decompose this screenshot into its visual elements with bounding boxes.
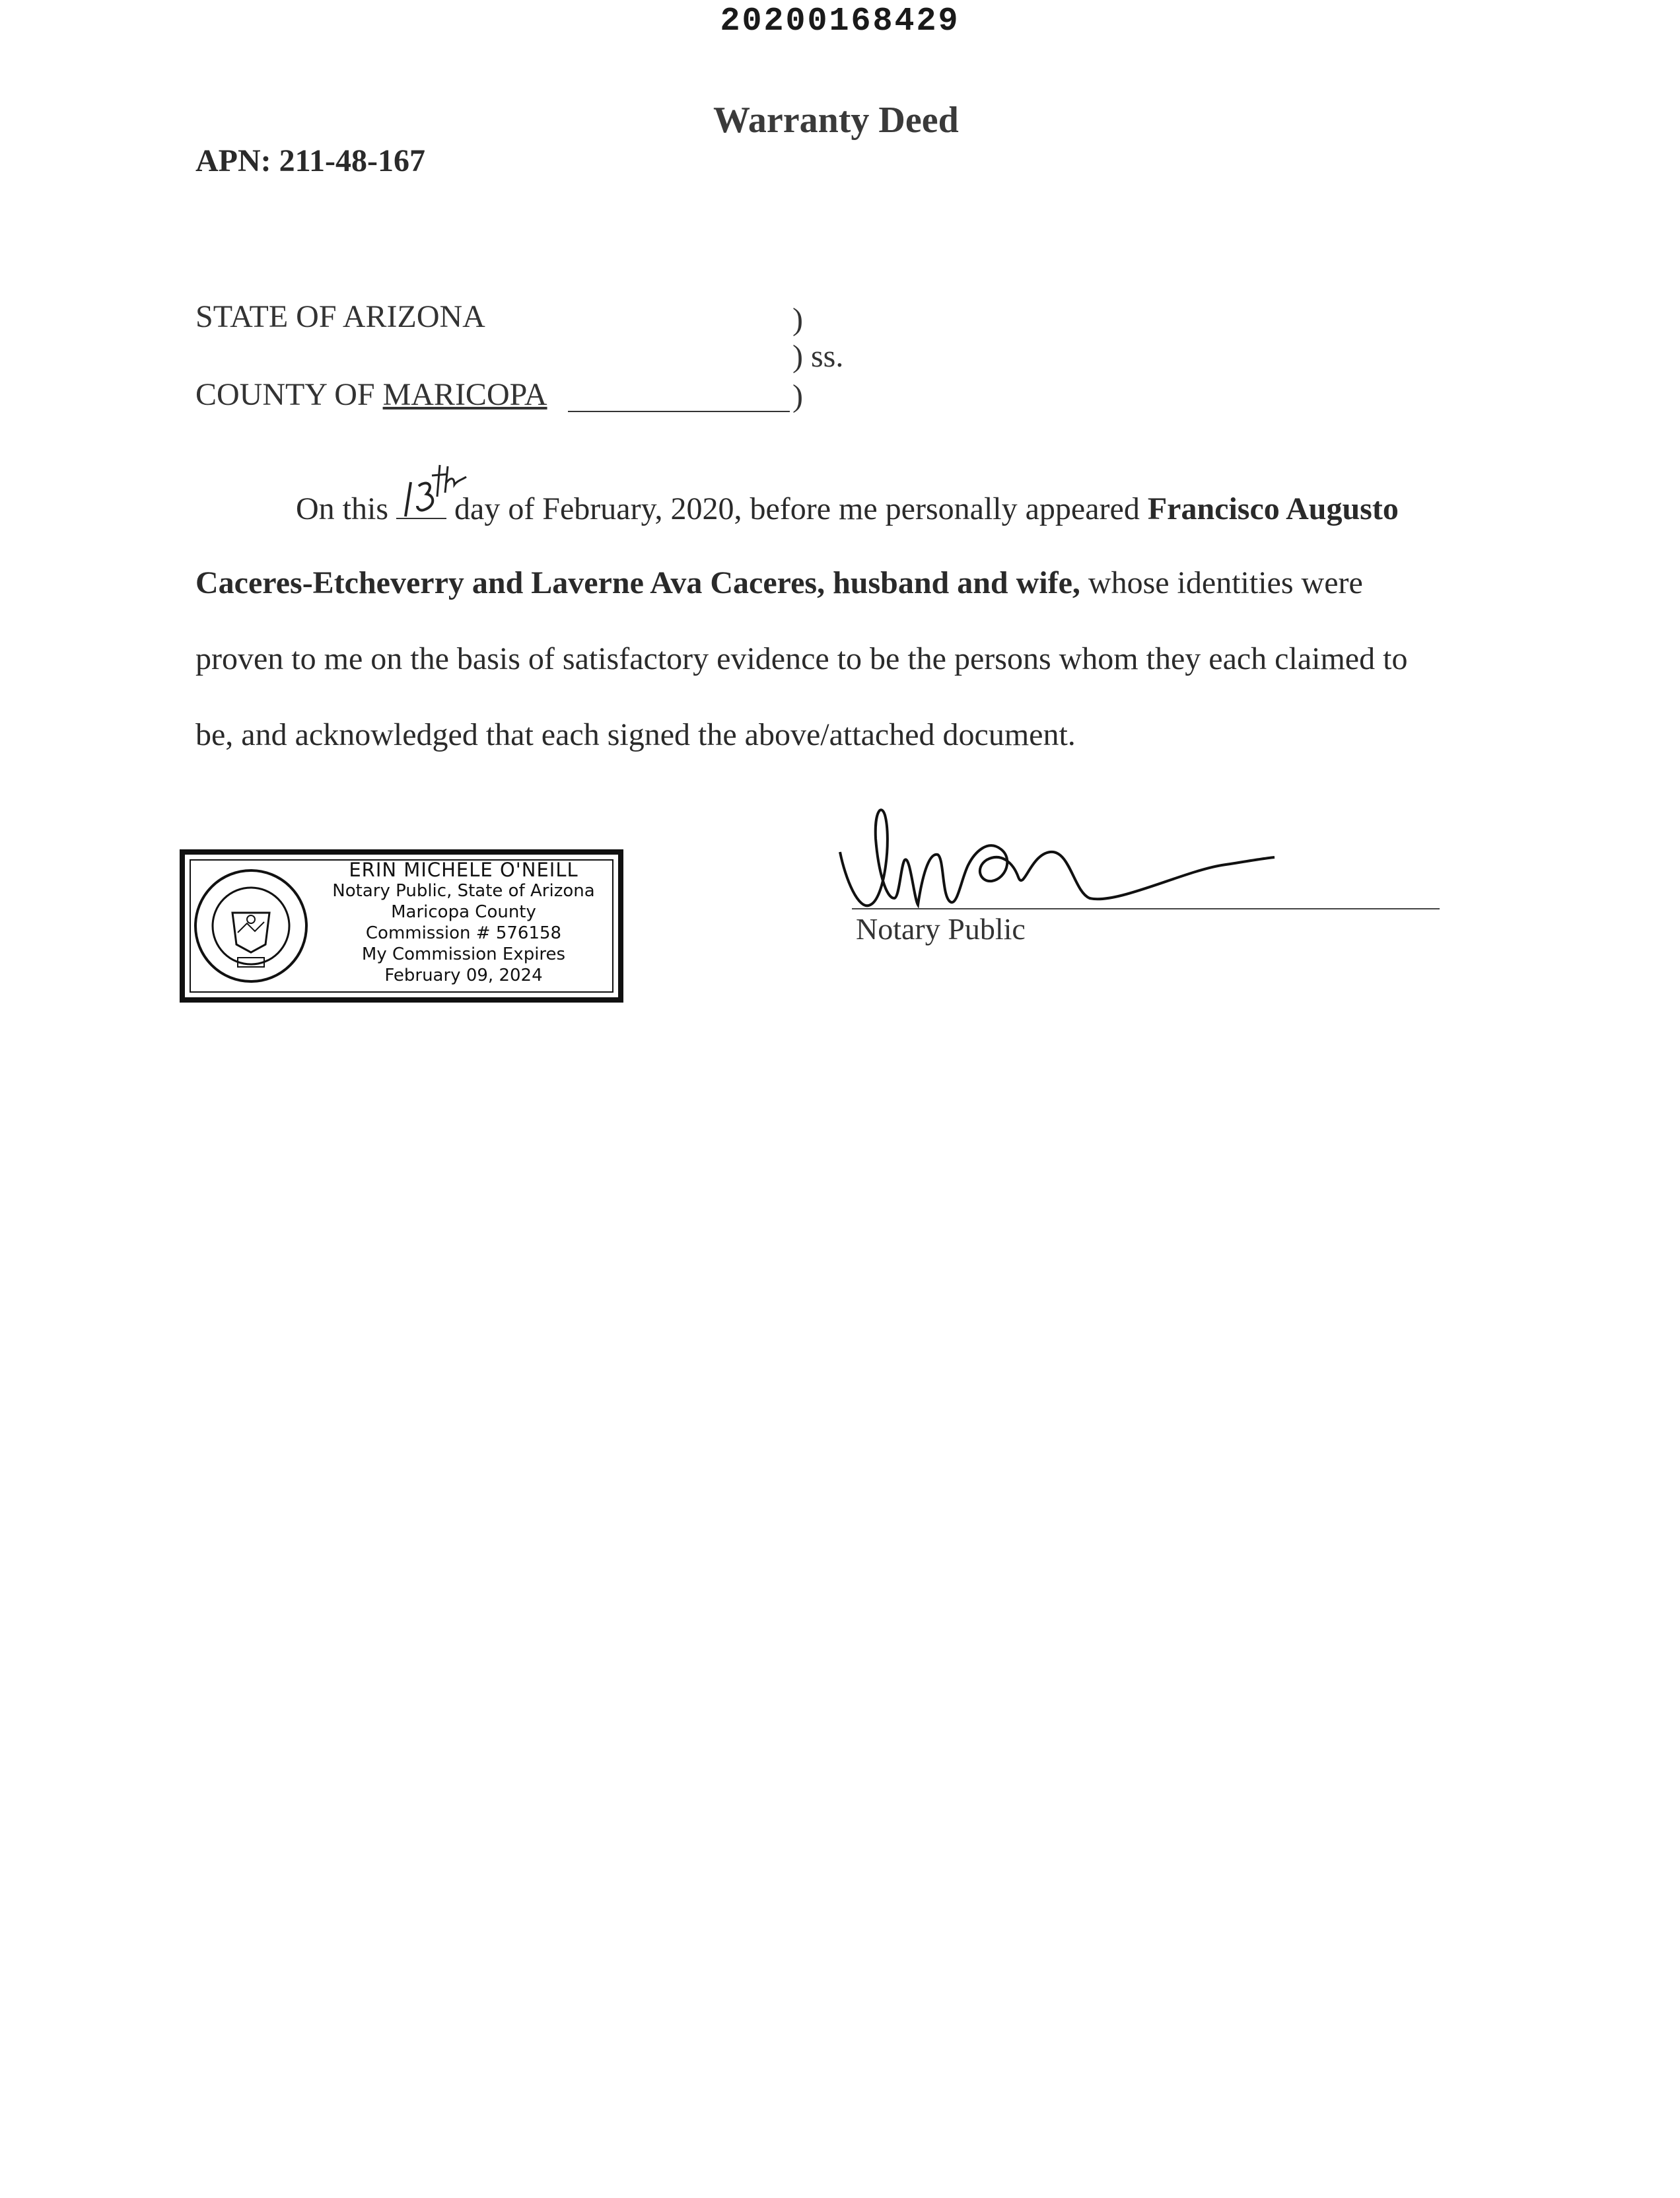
venue-paren: ) <box>792 378 803 413</box>
apn-number: APN: 211-48-167 <box>195 143 425 178</box>
line1-middle: day of February, 2020, before me personally appeared <box>454 491 1140 526</box>
acknowledgment-line-2 <box>195 565 1363 601</box>
commission-expires-date: February 09, 2024 <box>384 966 543 985</box>
recording-number: 20200168429 <box>720 3 960 40</box>
acknowledgment-line-4: be, and acknowledged that each signed the above/attached document. <box>195 717 1076 752</box>
line2-rest: whose identities were <box>1088 565 1363 600</box>
arizona-seal-icon <box>192 867 310 985</box>
county-value: MARICOPA <box>382 377 547 412</box>
document-title: Warranty Deed <box>713 100 959 141</box>
notary-county: Maricopa County <box>391 902 536 922</box>
venue-county <box>195 376 547 413</box>
county-underline <box>568 411 790 412</box>
venue-paren: ) <box>792 302 803 337</box>
notary-name: ERIN MICHELE O'NEILL <box>349 859 578 881</box>
signature-line <box>852 908 1440 909</box>
county-label: COUNTY OF <box>195 377 375 412</box>
handwritten-day <box>396 462 469 528</box>
line2-bold-names: Caceres-Etcheverry and Laverne Ava Caceres, husband and wife, <box>195 565 1080 600</box>
commission-number: Commission # 576158 <box>365 923 562 943</box>
notary-public-label: Notary Public <box>856 912 1026 946</box>
notary-title: Notary Public, State of Arizona <box>332 881 595 901</box>
line1-bold-names: Francisco Augusto <box>1147 491 1399 526</box>
line1-prefix: On this <box>296 491 389 526</box>
commission-expires-label: My Commission Expires <box>361 944 566 964</box>
venue-ss-label: ) ss. <box>792 339 844 374</box>
notary-stamp <box>180 849 623 1003</box>
acknowledgment-line-3: proven to me on the basis of satisfactory evidence to be the persons whom they each claimed to <box>195 641 1408 676</box>
venue-state: STATE OF ARIZONA <box>195 299 485 334</box>
